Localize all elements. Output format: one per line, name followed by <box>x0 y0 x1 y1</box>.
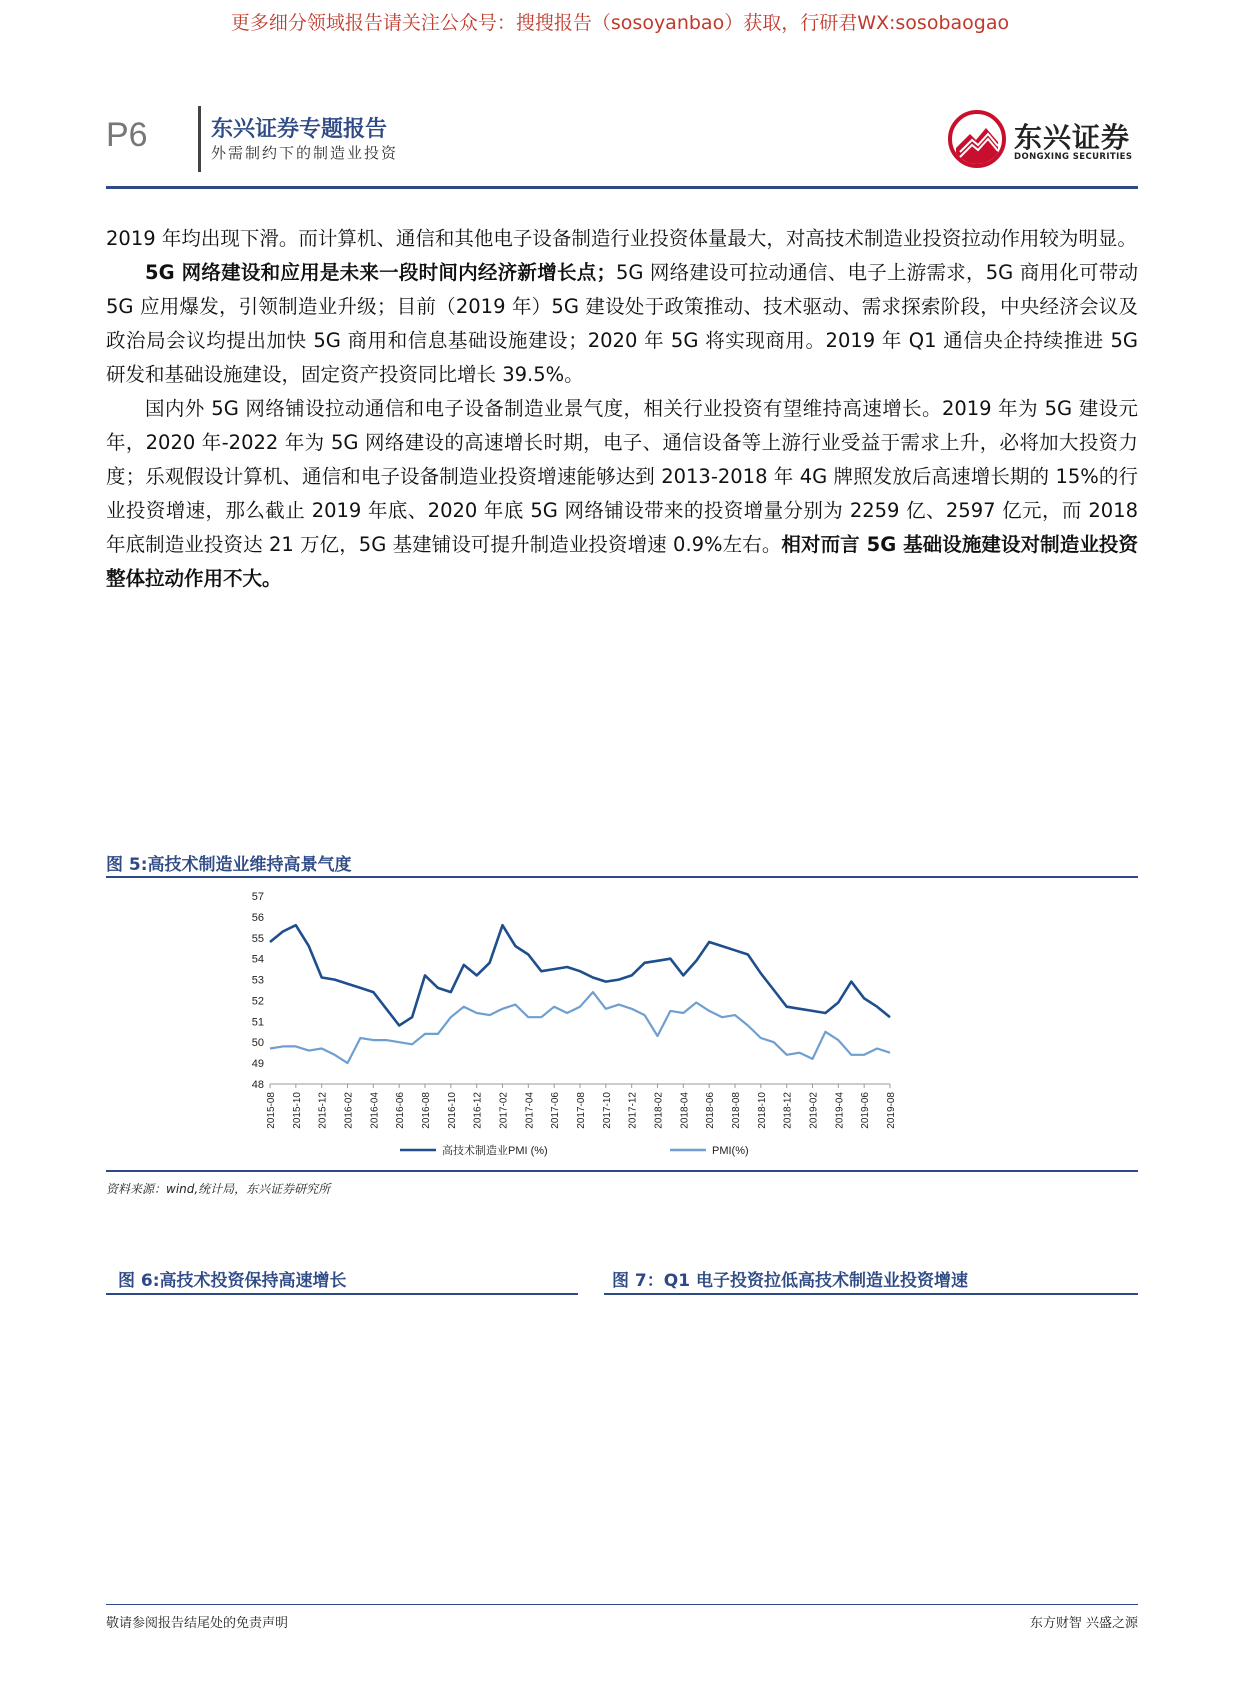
y-tick-label: 52 <box>251 995 264 1008</box>
x-tick-label: 2019-08 <box>886 1092 897 1129</box>
report-title: 东兴证券专题报告 <box>211 117 388 142</box>
x-tick-label: 2018-12 <box>782 1092 794 1129</box>
disclaimer-note: 敬请参阅报告结尾处的免责声明 <box>106 1616 289 1631</box>
paragraph-3 <box>106 392 1138 596</box>
x-tick-label: 2015-08 <box>266 1092 277 1129</box>
body-text <box>106 222 1138 596</box>
y-tick-label: 54 <box>251 953 264 966</box>
x-tick-label: 2015-10 <box>291 1092 303 1129</box>
footer-slogan: 东方财智 兴盛之源 <box>1029 1616 1138 1631</box>
figure-7-rule <box>604 1293 1138 1295</box>
x-tick-label: 2017-04 <box>524 1092 536 1129</box>
x-tick-label: 2017-12 <box>627 1092 639 1129</box>
report-subtitle: 外需制约下的制造业投资 <box>211 144 399 162</box>
x-tick-label: 2017-02 <box>498 1092 510 1129</box>
figure-5-top-rule <box>106 876 1138 878</box>
x-tick-label: 2019-04 <box>834 1092 846 1129</box>
header-bottom-rule <box>106 186 1138 189</box>
paragraph-1: 2019 年均出现下滑。而计算机、通信和其他电子设备制造行业投资体量最大，对高技术制造业投资拉动作用较为明显。 <box>106 227 1137 250</box>
y-tick-label: 49 <box>251 1058 264 1071</box>
y-tick-label: 50 <box>251 1037 264 1050</box>
figure-5-bottom-rule <box>106 1170 1138 1172</box>
figure-7-title: 图 7：Q1 电子投资拉低高技术制造业投资增速 <box>612 1271 968 1291</box>
x-tick-label: 2018-10 <box>756 1092 768 1129</box>
figure-6-title: 图 6:高技术投资保持高速增长 <box>118 1271 347 1291</box>
report-header <box>106 106 1138 186</box>
series-line-high-tech-pmi <box>270 925 890 1025</box>
pmi-line-chart <box>230 886 970 1166</box>
x-tick-label: 2018-08 <box>731 1092 742 1129</box>
figure-6-rule <box>106 1293 578 1295</box>
x-tick-label: 2016-06 <box>395 1092 407 1129</box>
logo-emblem-icon <box>948 110 1006 168</box>
y-axis <box>252 891 264 1091</box>
chart-svg <box>230 886 970 1166</box>
paragraph-2 <box>106 256 1138 392</box>
x-tick-label: 2016-10 <box>446 1092 458 1129</box>
legend-label: PMI(%) <box>712 1145 749 1157</box>
x-tick-label: 2019-06 <box>860 1092 872 1129</box>
watermark-banner: 更多细分领域报告请关注公众号：搜搜报告（sosoyanbao）获取，行研君WX:sosobaogao <box>230 12 1010 34</box>
y-tick-label: 56 <box>251 911 264 924</box>
x-tick-label: 2017-10 <box>601 1092 613 1129</box>
chart-legend <box>400 1143 749 1157</box>
x-tick-label: 2016-04 <box>369 1092 381 1129</box>
paragraph-2-text: 5G 网络建设可拉动通信、电子上游需求，5G 商用化可带动 5G 应用爆发，引领制造业升级；目前（2019 年）5G 建设处于政策推动、技术驱动、需求探索阶段，中央经济会议及政治局会议均提出加快 5G 商用和信息基础设施建设；2020 年 5G 将实现商用。2019 年 Q1 通信央企持续推进 5G 研发和基础设施建设，固定资产投资同比增长 39.5%。 <box>106 261 1138 386</box>
legend-label: 高技术制造业PMI (%) <box>442 1145 548 1157</box>
x-tick-label: 2018-06 <box>705 1092 717 1129</box>
figure-5-source: 资料来源：wind,统计局，东兴证券研究所 <box>106 1182 331 1196</box>
series-lines <box>270 925 890 1063</box>
paragraph-3-text: 国内外 5G 网络铺设拉动通信和电子设备制造业景气度，相关行业投资有望维持高速增长。2019 年为 5G 建设元年，2020 年-2022 年为 5G 网络建设的高速增长时期，电子、通信设备等上游行业受益于需求上升，必将加大投资力度；乐观假设计算机、通信和电子设备制造业投资增速能够达到 2013-2018 年 4G 牌照发放后高速增长期的 15%的行业投资增速，那么截止 2019 年底、2020 年底 5G 网络铺设带来的投资增量分别为 2259 亿、2597 亿元，而 2018 年底制造业投资达 21 万亿，5G 基建铺设可提升制造业投资增速 0.9%左右。 <box>106 397 1138 556</box>
series-line-pmi <box>270 992 890 1063</box>
logo-name: 东兴证券 <box>1014 121 1131 154</box>
y-tick-label: 51 <box>251 1016 264 1029</box>
paragraph-3-conclusion: 相对而言 5G 基础设施建设对制造业投资整体拉动作用不大。 <box>106 533 1138 590</box>
x-tick-label: 2018-02 <box>653 1092 665 1129</box>
y-tick-label: 57 <box>251 891 264 903</box>
footer-rule <box>106 1604 1138 1605</box>
page-number: P6 <box>106 116 148 154</box>
x-tick-label: 2017-08 <box>576 1092 587 1129</box>
y-tick-label: 48 <box>251 1079 264 1091</box>
paragraph-2-lead: 5G 网络建设和应用是未来一段时间内经济新增长点； <box>145 261 616 284</box>
x-tick-label: 2016-12 <box>472 1092 484 1129</box>
x-tick-label: 2016-08 <box>421 1092 432 1129</box>
x-tick-label: 2019-02 <box>808 1092 820 1129</box>
figure-5-title: 图 5:高技术制造业维持高景气度 <box>106 855 352 875</box>
y-tick-label: 53 <box>251 974 264 987</box>
y-tick-label: 55 <box>251 932 264 945</box>
x-tick-label: 2015-12 <box>317 1092 329 1129</box>
x-axis <box>266 1084 897 1129</box>
x-tick-label: 2016-02 <box>343 1092 355 1129</box>
x-tick-label: 2017-06 <box>550 1092 562 1129</box>
x-tick-label: 2018-04 <box>679 1092 691 1129</box>
header-divider <box>198 106 201 172</box>
company-logo <box>948 110 1138 170</box>
logo-english-name: DONGXING SECURITIES <box>1014 152 1133 162</box>
